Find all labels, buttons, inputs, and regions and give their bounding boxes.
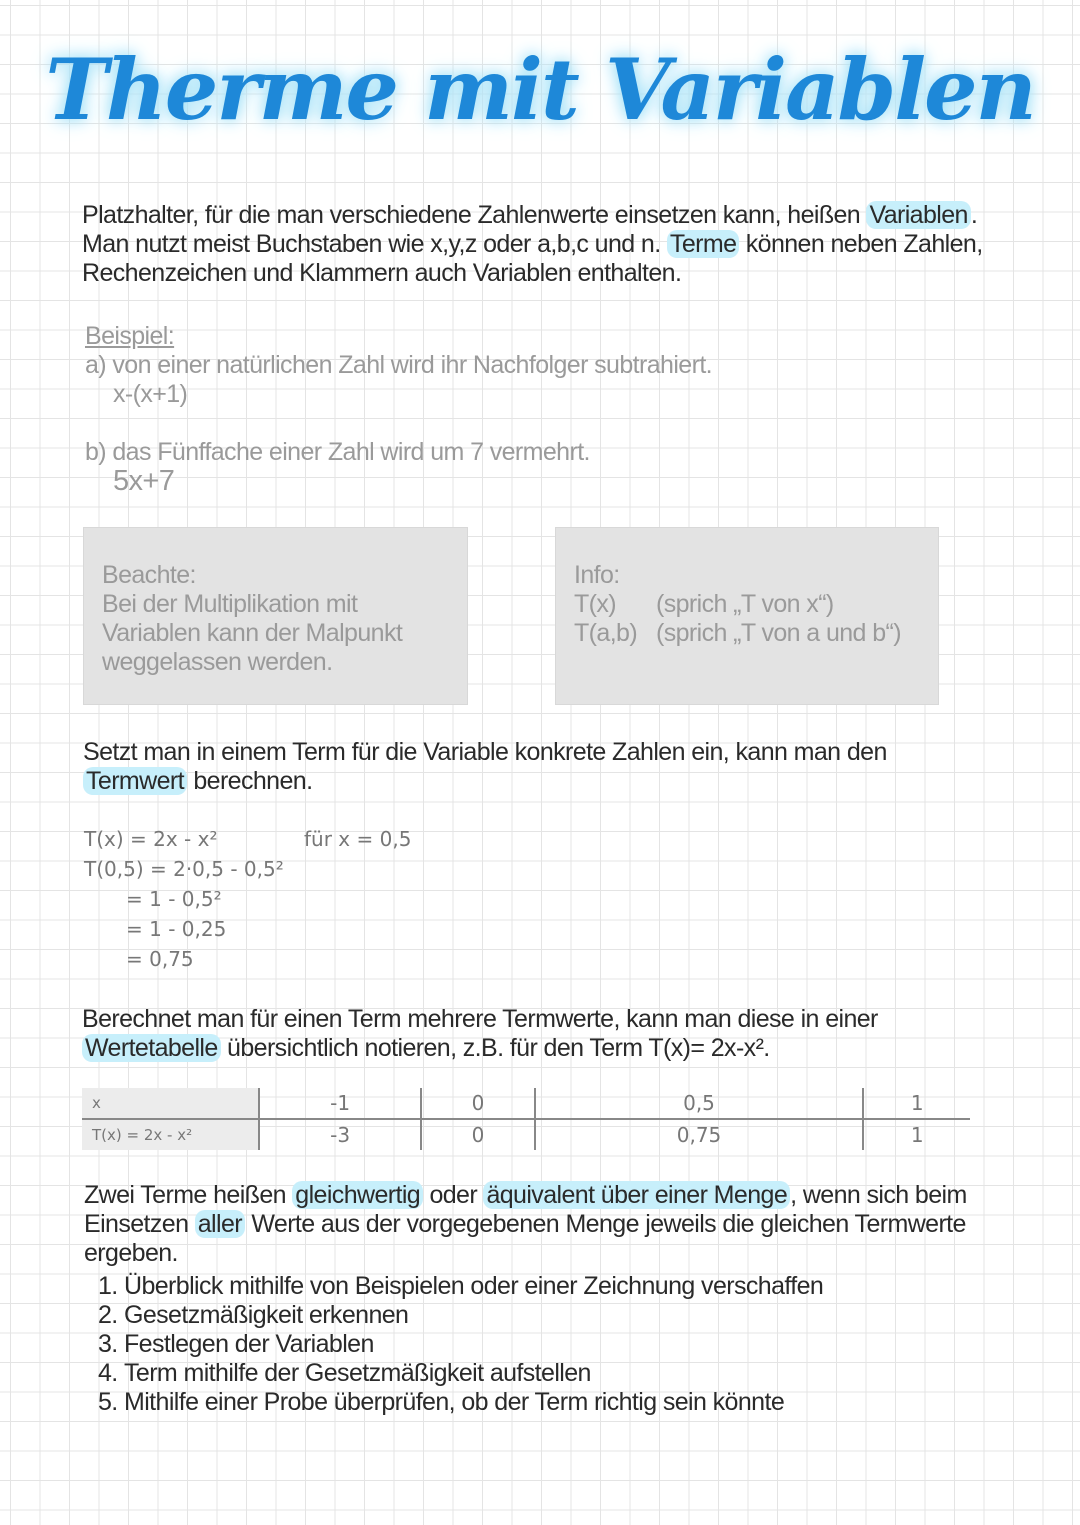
- info-desc: (sprich „T von a und b“): [656, 619, 901, 647]
- highlight-termwert: Termwert: [83, 767, 187, 795]
- row-header: x: [82, 1088, 259, 1119]
- calc-line: = 1 - 0,25: [126, 917, 227, 941]
- info-desc: (sprich „T von x“): [656, 590, 834, 618]
- wertetabelle-text: übersichtlich notieren, z.B. für den Term T(x)= 2x-x².: [220, 1034, 770, 1062]
- example-heading: Beispiel:: [85, 322, 175, 350]
- termwert-paragraph: [83, 738, 973, 796]
- highlight-wertetabelle: Wertetabelle: [82, 1034, 221, 1062]
- highlight-aller: aller: [195, 1210, 245, 1238]
- intro-paragraph: [82, 201, 992, 288]
- list-item: 1. Überblick mithilfe von Beispielen oder einer Zeichnung verschaffen: [124, 1272, 1024, 1301]
- table-cell: 1: [863, 1119, 970, 1150]
- highlight-terme: Terme: [667, 230, 739, 258]
- row-header: T(x) = 2x - x²: [82, 1119, 259, 1150]
- table-cell: 0: [421, 1088, 534, 1119]
- calculation: [84, 824, 284, 974]
- table-cell: 0: [421, 1119, 534, 1150]
- equivalent-text: Zwei Terme heißen: [84, 1181, 293, 1209]
- table-cell: -1: [259, 1088, 421, 1119]
- highlight-aequivalent: äquivalent über einer Menge: [483, 1181, 790, 1209]
- list-item: 4. Term mithilfe der Gesetzmäßigkeit aufstellen: [124, 1359, 1024, 1388]
- list-item: 3. Festlegen der Variablen: [124, 1330, 1024, 1359]
- highlight-gleichwertig: gleichwertig: [292, 1181, 423, 1209]
- note-text: Bei der Multiplikation mit Variablen kann der Malpunkt weggelassen werden.: [102, 590, 403, 676]
- calc-line: T(0,5) = 2·0,5 - 0,5²: [84, 857, 284, 881]
- highlight-variablen: Variablen: [866, 201, 970, 229]
- example-b-term: 5x+7: [113, 465, 175, 497]
- table-cell: 0,75: [535, 1119, 864, 1150]
- table-cell: 1: [863, 1088, 970, 1119]
- termwert-text: Setzt man in einem Term für die Variable konkrete Zahlen ein, kann man den: [83, 738, 887, 766]
- example-a-term: x-(x+1): [113, 380, 188, 408]
- intro-text: . Man nutzt meist Buchstaben wie x,y,z oder a,b,c und n.: [82, 201, 978, 258]
- note-box: [83, 527, 468, 705]
- list-item: 5. Mithilfe einer Probe überprüfen, ob der Term richtig sein könnte: [124, 1388, 1024, 1417]
- table-row: [82, 1119, 970, 1150]
- calc-line: = 0,75: [126, 947, 194, 971]
- intro-text: Platzhalter, für die man verschiedene Zahlenwerte einsetzen kann, heißen: [82, 201, 867, 229]
- equivalent-paragraph: [84, 1181, 1024, 1268]
- equivalent-text: Werte aus der vorgegebenen Menge jeweils die gleichen Termwerte ergeben.: [84, 1210, 966, 1267]
- termwert-text: berechnen.: [186, 767, 313, 795]
- list-item: 2. Gesetzmäßigkeit erkennen: [124, 1301, 1024, 1330]
- info-heading: Info:: [574, 561, 620, 589]
- page-title: Therme mit Variablen: [45, 40, 1035, 139]
- example-section: [85, 322, 785, 496]
- info-term: T(a,b): [574, 619, 638, 647]
- example-b-text: b) das Fünffache einer Zahl wird um 7 vermehrt.: [85, 438, 590, 466]
- calc-line: T(x) = 2x - x²: [84, 827, 218, 851]
- note-heading: Beachte:: [102, 561, 196, 589]
- table-row: [82, 1088, 970, 1119]
- equivalent-text: , wenn sich beim Einsetzen: [84, 1181, 967, 1238]
- calc-condition: für x = 0,5: [304, 827, 412, 851]
- wertetabelle-text: Berechnet man für einen Term mehrere Termwerte, kann man diese in einer: [82, 1005, 878, 1033]
- table-cell: -3: [259, 1119, 421, 1150]
- calc-line: = 1 - 0,5²: [126, 887, 222, 911]
- info-box: [555, 527, 939, 705]
- wertetabelle-paragraph: [82, 1005, 982, 1063]
- value-table: [82, 1088, 970, 1150]
- info-term: T(x): [574, 590, 617, 618]
- equivalent-text: oder: [423, 1181, 484, 1209]
- intro-text: können neben Zahlen, Rechenzeichen und Klammern auch Variablen enthalten.: [82, 230, 983, 287]
- table-cell: 0,5: [535, 1088, 864, 1119]
- example-a-text: a) von einer natürlichen Zahl wird ihr Nachfolger subtrahiert.: [85, 351, 713, 379]
- steps-list: [82, 1272, 1024, 1417]
